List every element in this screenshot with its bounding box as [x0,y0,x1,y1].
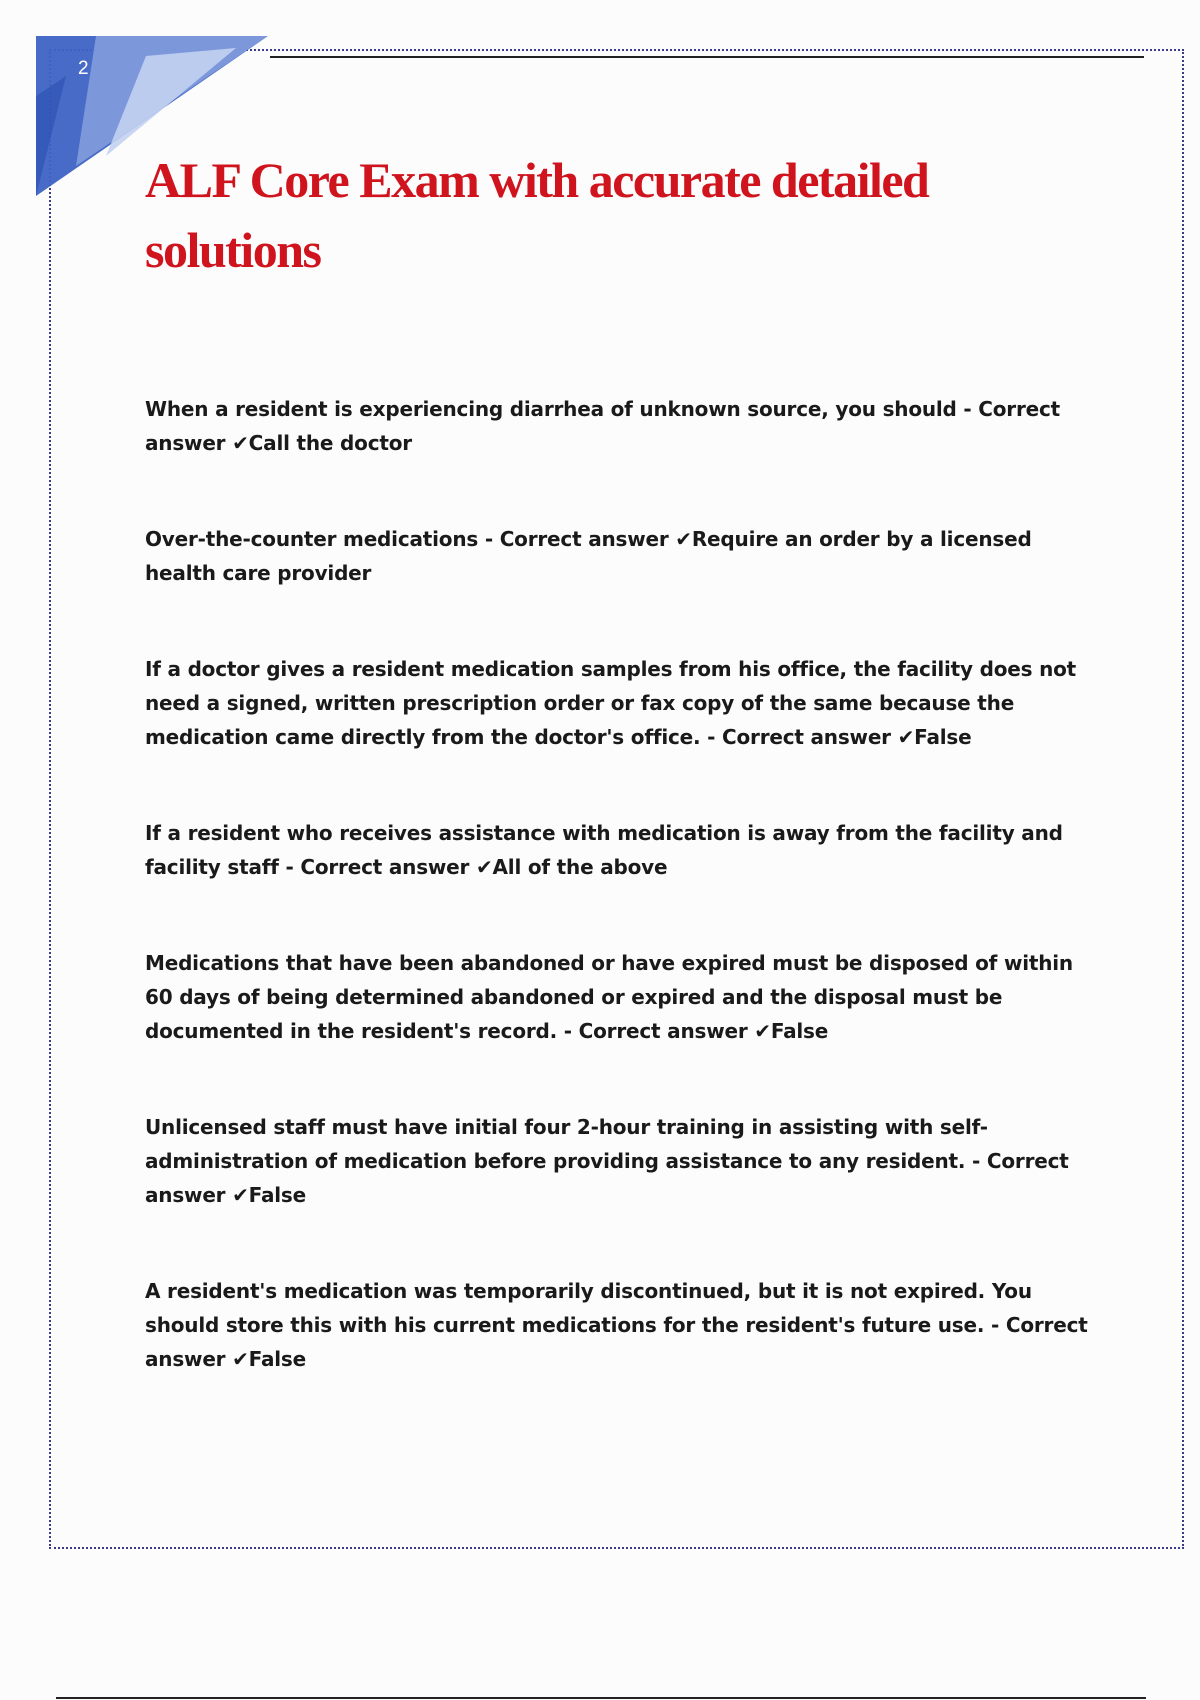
qa-item: Unlicensed staff must have initial four 2-hour training in assisting with self-administration of medication before providing assistance to any resident. - Correct answer ✔False [145,1115,1069,1207]
qa-item: If a resident who receives assistance with medication is away from the facility and facility staff - Correct answer ✔All of the above [145,821,1063,879]
document-title: ALF Core Exam with accurate detailed solutions [145,152,929,278]
qa-list [145,392,1095,1438]
qa-item: A resident's medication was temporarily discontinued, but it is not expired. You should store this with his current medications for the resident's future use. - Correct answer ✔False [145,1279,1088,1371]
qa-item: Over-the-counter medications - Correct answer ✔Require an order by a licensed health care provider [145,527,1032,585]
header-divider [270,56,1144,58]
footer-divider [56,1697,1146,1699]
qa-item: If a doctor gives a resident medication samples from his office, the facility does not need a signed, written prescription order or fax copy of the same because the medication came directly from the doctor's office. - Correct answer ✔False [145,657,1077,749]
qa-item: When a resident is experiencing diarrhea of unknown source, you should - Correct answer ✔Call the doctor [145,397,1061,455]
page-number: 2 [78,58,89,79]
qa-item: Medications that have been abandoned or have expired must be disposed of within 60 days of being determined abandoned or expired and the disposal must be documented in the resident's record. - Correct answer ✔False [145,951,1073,1043]
